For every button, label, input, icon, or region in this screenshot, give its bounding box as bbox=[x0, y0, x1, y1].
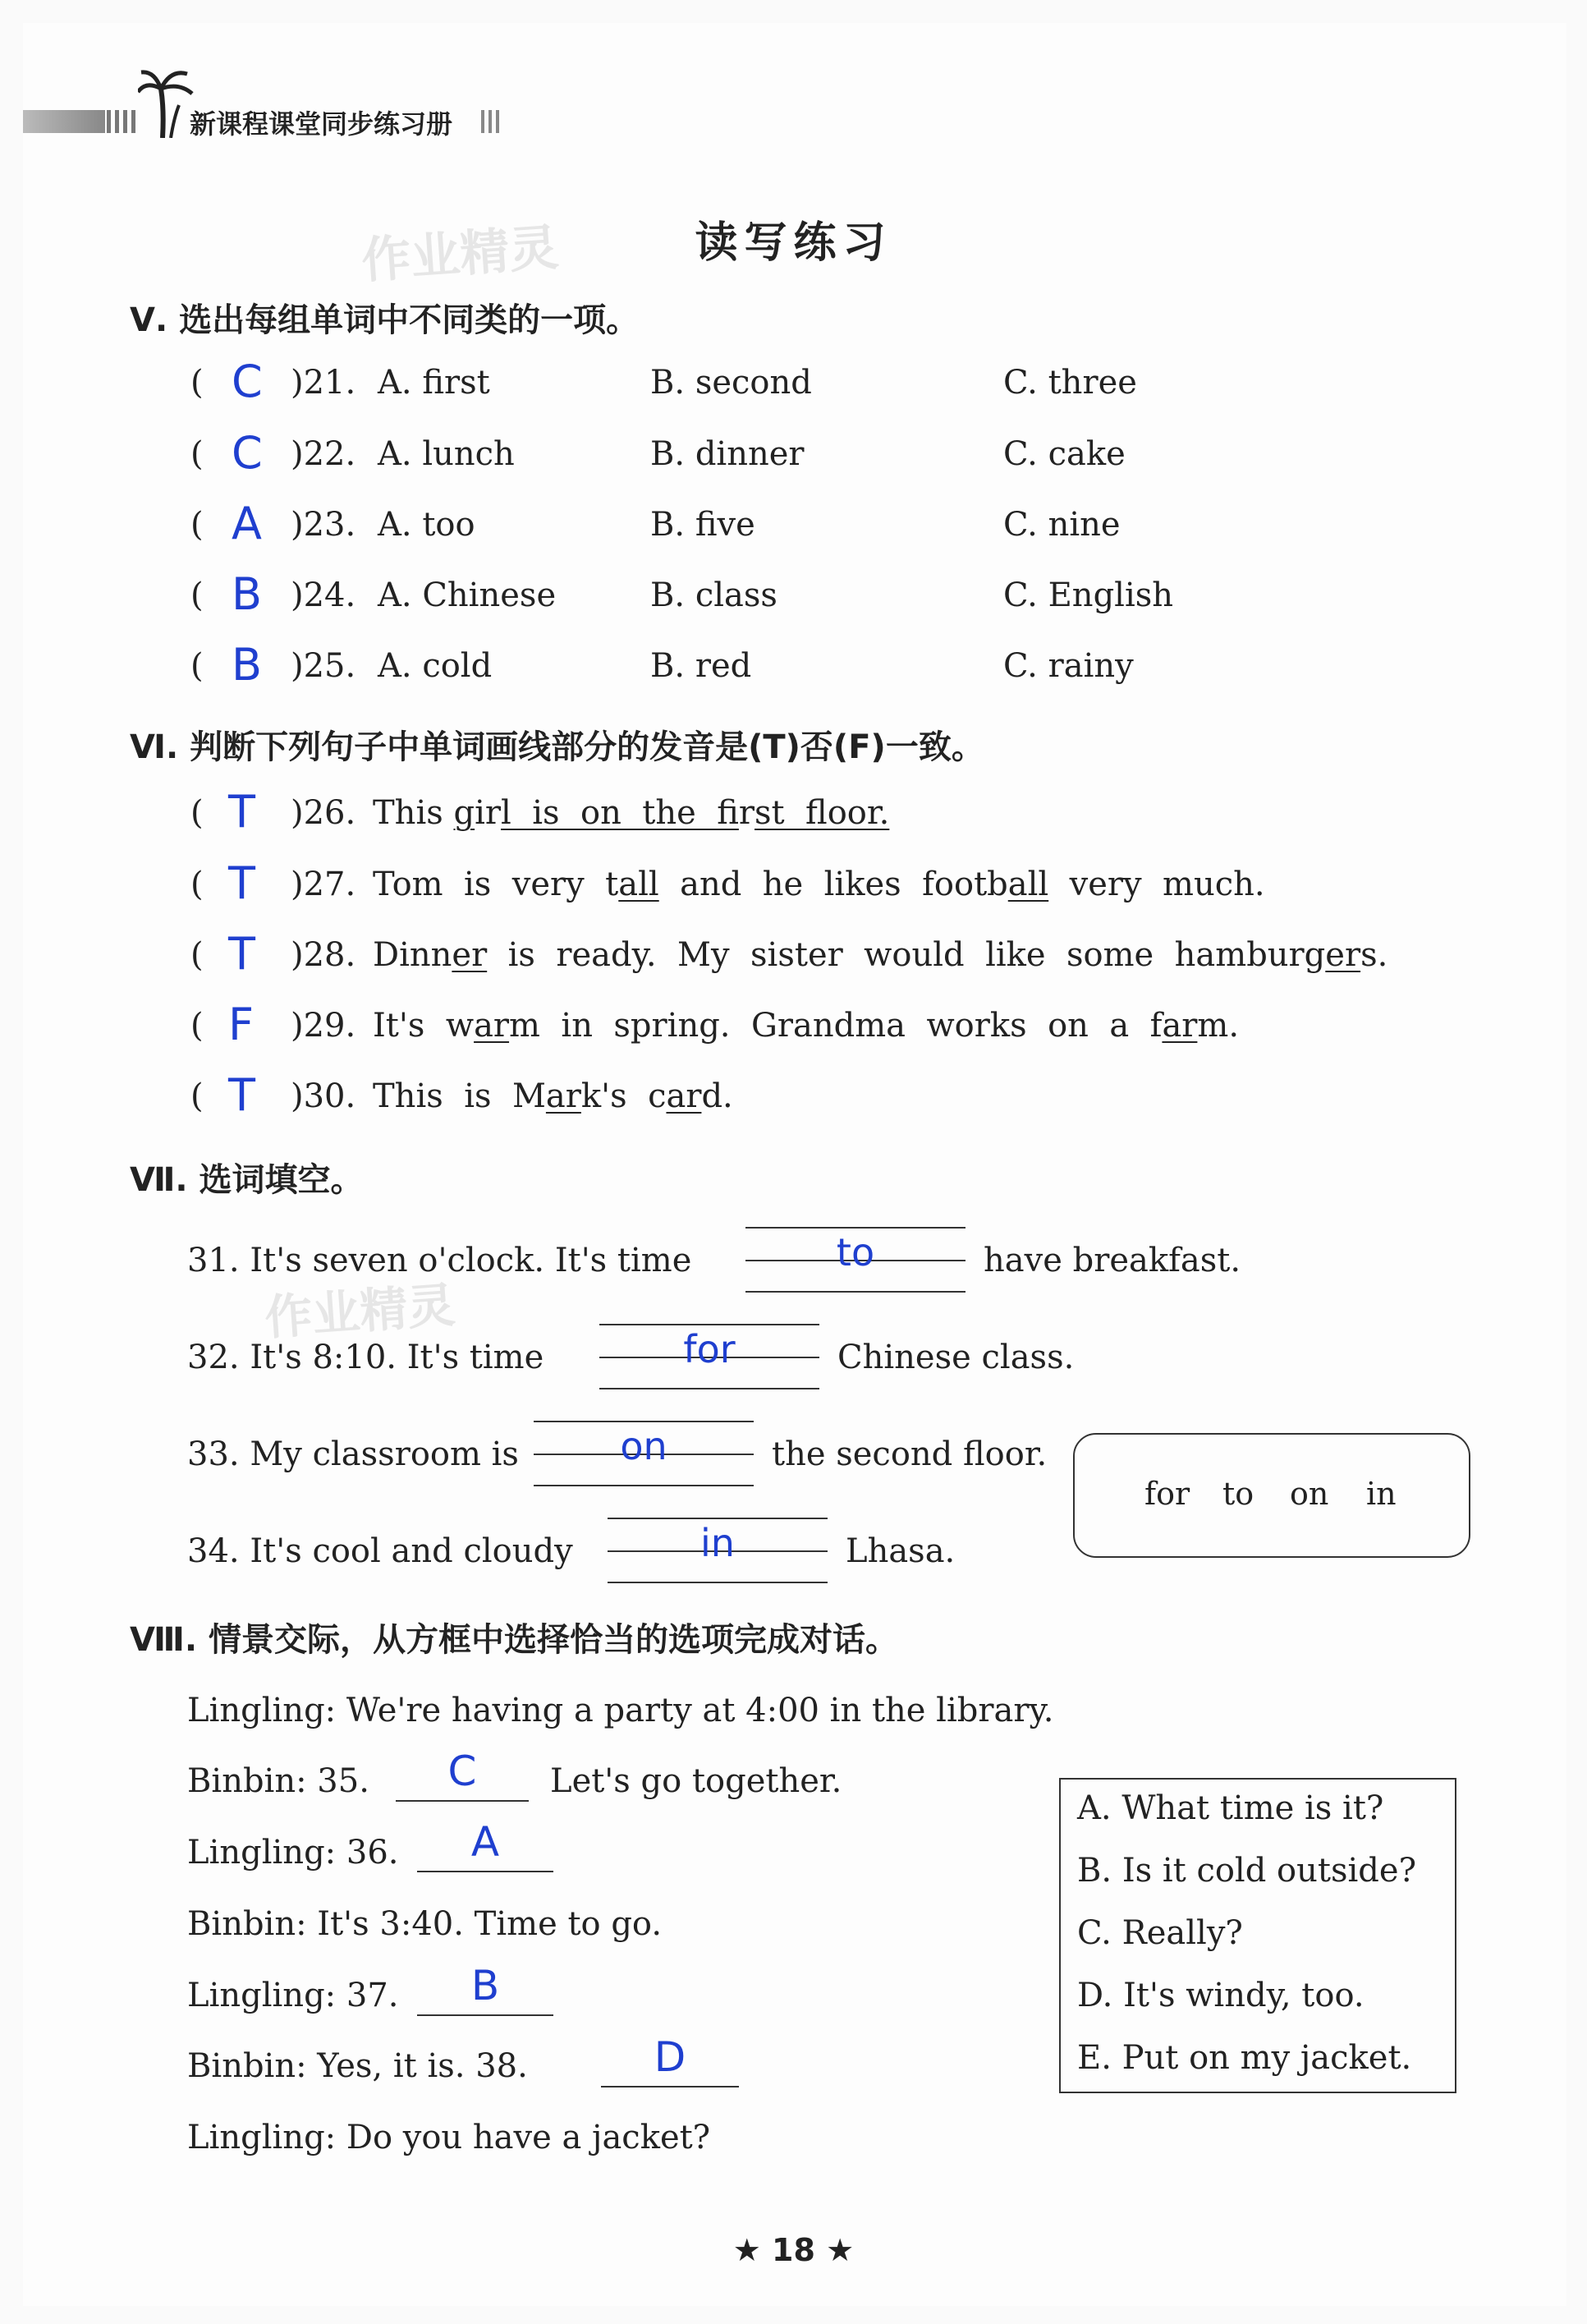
question-number: )27. bbox=[291, 866, 356, 903]
part5-heading: Ⅴ. 选出每组单词中不同类的一项。 bbox=[130, 301, 640, 339]
answer-mark: T bbox=[228, 928, 255, 980]
sentence-text: s. bbox=[1360, 936, 1388, 974]
blank-line bbox=[745, 1291, 966, 1293]
fill-blank[interactable] bbox=[745, 1227, 966, 1293]
sentence-before: 33. My classroom is bbox=[187, 1435, 519, 1473]
answer-mark: A bbox=[232, 498, 262, 549]
sentence-text: d. bbox=[701, 1077, 733, 1115]
dialogue-line: Let's go together. bbox=[550, 1762, 842, 1800]
open-paren: ( bbox=[190, 1007, 204, 1045]
option-a: A. Chinese bbox=[378, 576, 557, 614]
open-paren: ( bbox=[190, 506, 204, 544]
underlined-part: all bbox=[1007, 866, 1049, 903]
fill-answer: in bbox=[700, 1521, 735, 1565]
blank-line bbox=[534, 1485, 754, 1486]
underlined-part: ar bbox=[474, 1007, 510, 1045]
open-paren: ( bbox=[190, 794, 204, 832]
answer-mark: C bbox=[232, 427, 263, 479]
sentence-text: k's c bbox=[580, 1077, 667, 1115]
answer-mark: T bbox=[228, 786, 255, 838]
part6-heading: Ⅵ. 判断下列句子中单词画线部分的发音是(T)否(F)一致。 bbox=[130, 728, 984, 766]
sentence-text: m in spring. Grandma works on a f bbox=[509, 1007, 1163, 1045]
answer-37: B bbox=[470, 1962, 500, 2009]
answer-mark: C bbox=[232, 356, 263, 407]
sentence bbox=[373, 936, 1387, 974]
header-stripes bbox=[107, 110, 140, 133]
part7-heading: Ⅶ. 选词填空。 bbox=[130, 1161, 364, 1199]
sentence-text: ir bbox=[475, 794, 502, 832]
sentence bbox=[373, 794, 889, 832]
option-c: C. English bbox=[1003, 576, 1174, 614]
blank-line bbox=[608, 1582, 828, 1583]
dialogue-line: Binbin: 35. bbox=[187, 1762, 369, 1800]
sentence-before: 34. It's cool and cloudy bbox=[187, 1532, 573, 1570]
blank-line bbox=[745, 1227, 966, 1229]
open-paren: ( bbox=[190, 866, 204, 903]
blank-line bbox=[608, 1518, 828, 1519]
dialogue-line: Binbin: It's 3:40. Time to go. bbox=[187, 1905, 663, 1943]
sentence-after: Lhasa. bbox=[846, 1532, 956, 1570]
sentence-after: have breakfast. bbox=[984, 1242, 1241, 1279]
open-paren: ( bbox=[190, 364, 204, 402]
question-number: )22. bbox=[291, 435, 356, 473]
underlined-part: ar bbox=[666, 1077, 702, 1115]
word-bank-item: for bbox=[1144, 1476, 1190, 1512]
part8-heading: Ⅷ. 情景交际，从方框中选择恰当的选项完成对话。 bbox=[130, 1621, 899, 1659]
dialogue-line: Lingling: We're having a party at 4:00 in the library. bbox=[187, 1692, 1054, 1729]
fill-answer: for bbox=[683, 1327, 736, 1371]
watermark: 作业精灵 bbox=[360, 218, 561, 291]
option-b: B. second bbox=[650, 364, 812, 402]
option-a: A. What time is it? bbox=[1077, 1789, 1384, 1827]
answer-35: C bbox=[447, 1748, 477, 1795]
fill-blank[interactable] bbox=[599, 1324, 819, 1389]
options-box bbox=[1059, 1778, 1456, 2093]
option-c: C. cake bbox=[1003, 435, 1126, 473]
sentence-text: ir bbox=[738, 794, 755, 832]
underlined-part: ar bbox=[1162, 1007, 1198, 1045]
sentence-text: and he likes footb bbox=[658, 866, 1008, 903]
blank-line bbox=[534, 1421, 754, 1422]
sentence bbox=[373, 1007, 1239, 1045]
option-a: A. cold bbox=[378, 647, 493, 685]
sentence-after: the second floor. bbox=[772, 1435, 1048, 1473]
sentence-text: m. bbox=[1197, 1007, 1240, 1045]
option-b: B. class bbox=[650, 576, 777, 614]
fill-blank[interactable] bbox=[534, 1421, 754, 1486]
sentence-text: is ready. My sister would like some hamburg bbox=[487, 936, 1326, 974]
open-paren: ( bbox=[190, 647, 204, 685]
answer-blank-38[interactable] bbox=[601, 2033, 739, 2087]
answer-blank-37[interactable] bbox=[417, 1962, 553, 2016]
blank-line bbox=[599, 1388, 819, 1389]
open-paren: ( bbox=[190, 435, 204, 473]
fill-blank[interactable] bbox=[608, 1518, 828, 1583]
option-c: C. Really? bbox=[1077, 1914, 1243, 1952]
watermark: 作业精灵 bbox=[263, 1276, 457, 1346]
question-number: )25. bbox=[291, 647, 356, 685]
option-a: A. first bbox=[378, 364, 490, 402]
question-number: )30. bbox=[291, 1077, 356, 1115]
header-bar bbox=[23, 110, 105, 133]
option-a: A. lunch bbox=[378, 435, 515, 473]
sentence-text: very much. bbox=[1048, 866, 1265, 903]
header-tail-stripes bbox=[481, 110, 501, 133]
section-title: 读写练习 bbox=[695, 218, 892, 268]
word-bank-item: on bbox=[1290, 1476, 1329, 1512]
page-header bbox=[23, 99, 516, 148]
page-number: ★ 18 ★ bbox=[732, 2232, 855, 2268]
word-bank-item: in bbox=[1366, 1476, 1397, 1512]
option-c: C. three bbox=[1003, 364, 1137, 402]
option-a: A. too bbox=[378, 506, 475, 544]
option-e: E. Put on my jacket. bbox=[1077, 2039, 1412, 2077]
fill-answer: to bbox=[836, 1230, 875, 1275]
open-paren: ( bbox=[190, 936, 204, 974]
option-b: B. five bbox=[650, 506, 755, 544]
sentence bbox=[373, 1077, 733, 1115]
palm-tree-icon bbox=[138, 64, 195, 138]
sentence-text: This is M bbox=[373, 1077, 546, 1115]
sentence-before: 31. It's seven o'clock. It's time bbox=[187, 1242, 692, 1279]
question-number: )24. bbox=[291, 576, 356, 614]
book-title: 新课程课堂同步练习册 bbox=[190, 108, 453, 140]
word-bank bbox=[1073, 1433, 1470, 1558]
underlined-part: st floor. bbox=[755, 794, 890, 832]
dialogue-line: Lingling: 36. bbox=[187, 1834, 399, 1872]
answer-mark: B bbox=[232, 639, 263, 691]
answer-mark: T bbox=[228, 1069, 255, 1121]
answer-mark: F bbox=[228, 999, 255, 1050]
open-paren: ( bbox=[190, 576, 204, 614]
dialogue-line: Lingling: Do you have a jacket? bbox=[187, 2119, 711, 2156]
dialogue-line: Lingling: 37. bbox=[187, 1977, 399, 2014]
sentence-text: Dinn bbox=[373, 936, 452, 974]
underlined-part: er bbox=[452, 936, 488, 974]
question-number: )28. bbox=[291, 936, 356, 974]
answer-blank-36[interactable] bbox=[417, 1818, 553, 1872]
underlined-part: all bbox=[618, 866, 659, 903]
dialogue-line: Binbin: Yes, it is. 38. bbox=[187, 2047, 528, 2085]
sentence-after: Chinese class. bbox=[837, 1339, 1075, 1376]
option-b: B. red bbox=[650, 647, 752, 685]
option-b: B. dinner bbox=[650, 435, 805, 473]
sentence-text: It's w bbox=[373, 1007, 475, 1045]
sentence-before: 32. It's 8:10. It's time bbox=[187, 1339, 544, 1376]
underlined-part: g bbox=[453, 794, 475, 832]
answer-36: A bbox=[470, 1818, 500, 1866]
option-b: B. Is it cold outside? bbox=[1077, 1852, 1417, 1890]
option-c: C. rainy bbox=[1003, 647, 1134, 685]
question-number: )21. bbox=[291, 364, 356, 402]
question-number: )26. bbox=[291, 794, 356, 832]
sentence-text: Tom is very t bbox=[373, 866, 619, 903]
answer-blank-35[interactable] bbox=[396, 1748, 529, 1802]
question-number: )29. bbox=[291, 1007, 356, 1045]
sentence-text: This bbox=[373, 794, 454, 832]
answer-mark: T bbox=[228, 857, 255, 909]
blank-line bbox=[599, 1324, 819, 1325]
fill-answer: on bbox=[620, 1424, 667, 1468]
word-bank-item: to bbox=[1222, 1476, 1254, 1512]
underlined-part: er bbox=[1325, 936, 1361, 974]
sentence bbox=[373, 866, 1265, 903]
option-d: D. It's windy, too. bbox=[1077, 1977, 1365, 2014]
answer-mark: B bbox=[232, 568, 263, 620]
underlined-part: l is on the f bbox=[501, 794, 739, 832]
underlined-part: ar bbox=[545, 1077, 581, 1115]
open-paren: ( bbox=[190, 1077, 204, 1115]
question-number: )23. bbox=[291, 506, 356, 544]
answer-38: D bbox=[654, 2033, 686, 2081]
option-c: C. nine bbox=[1003, 506, 1121, 544]
